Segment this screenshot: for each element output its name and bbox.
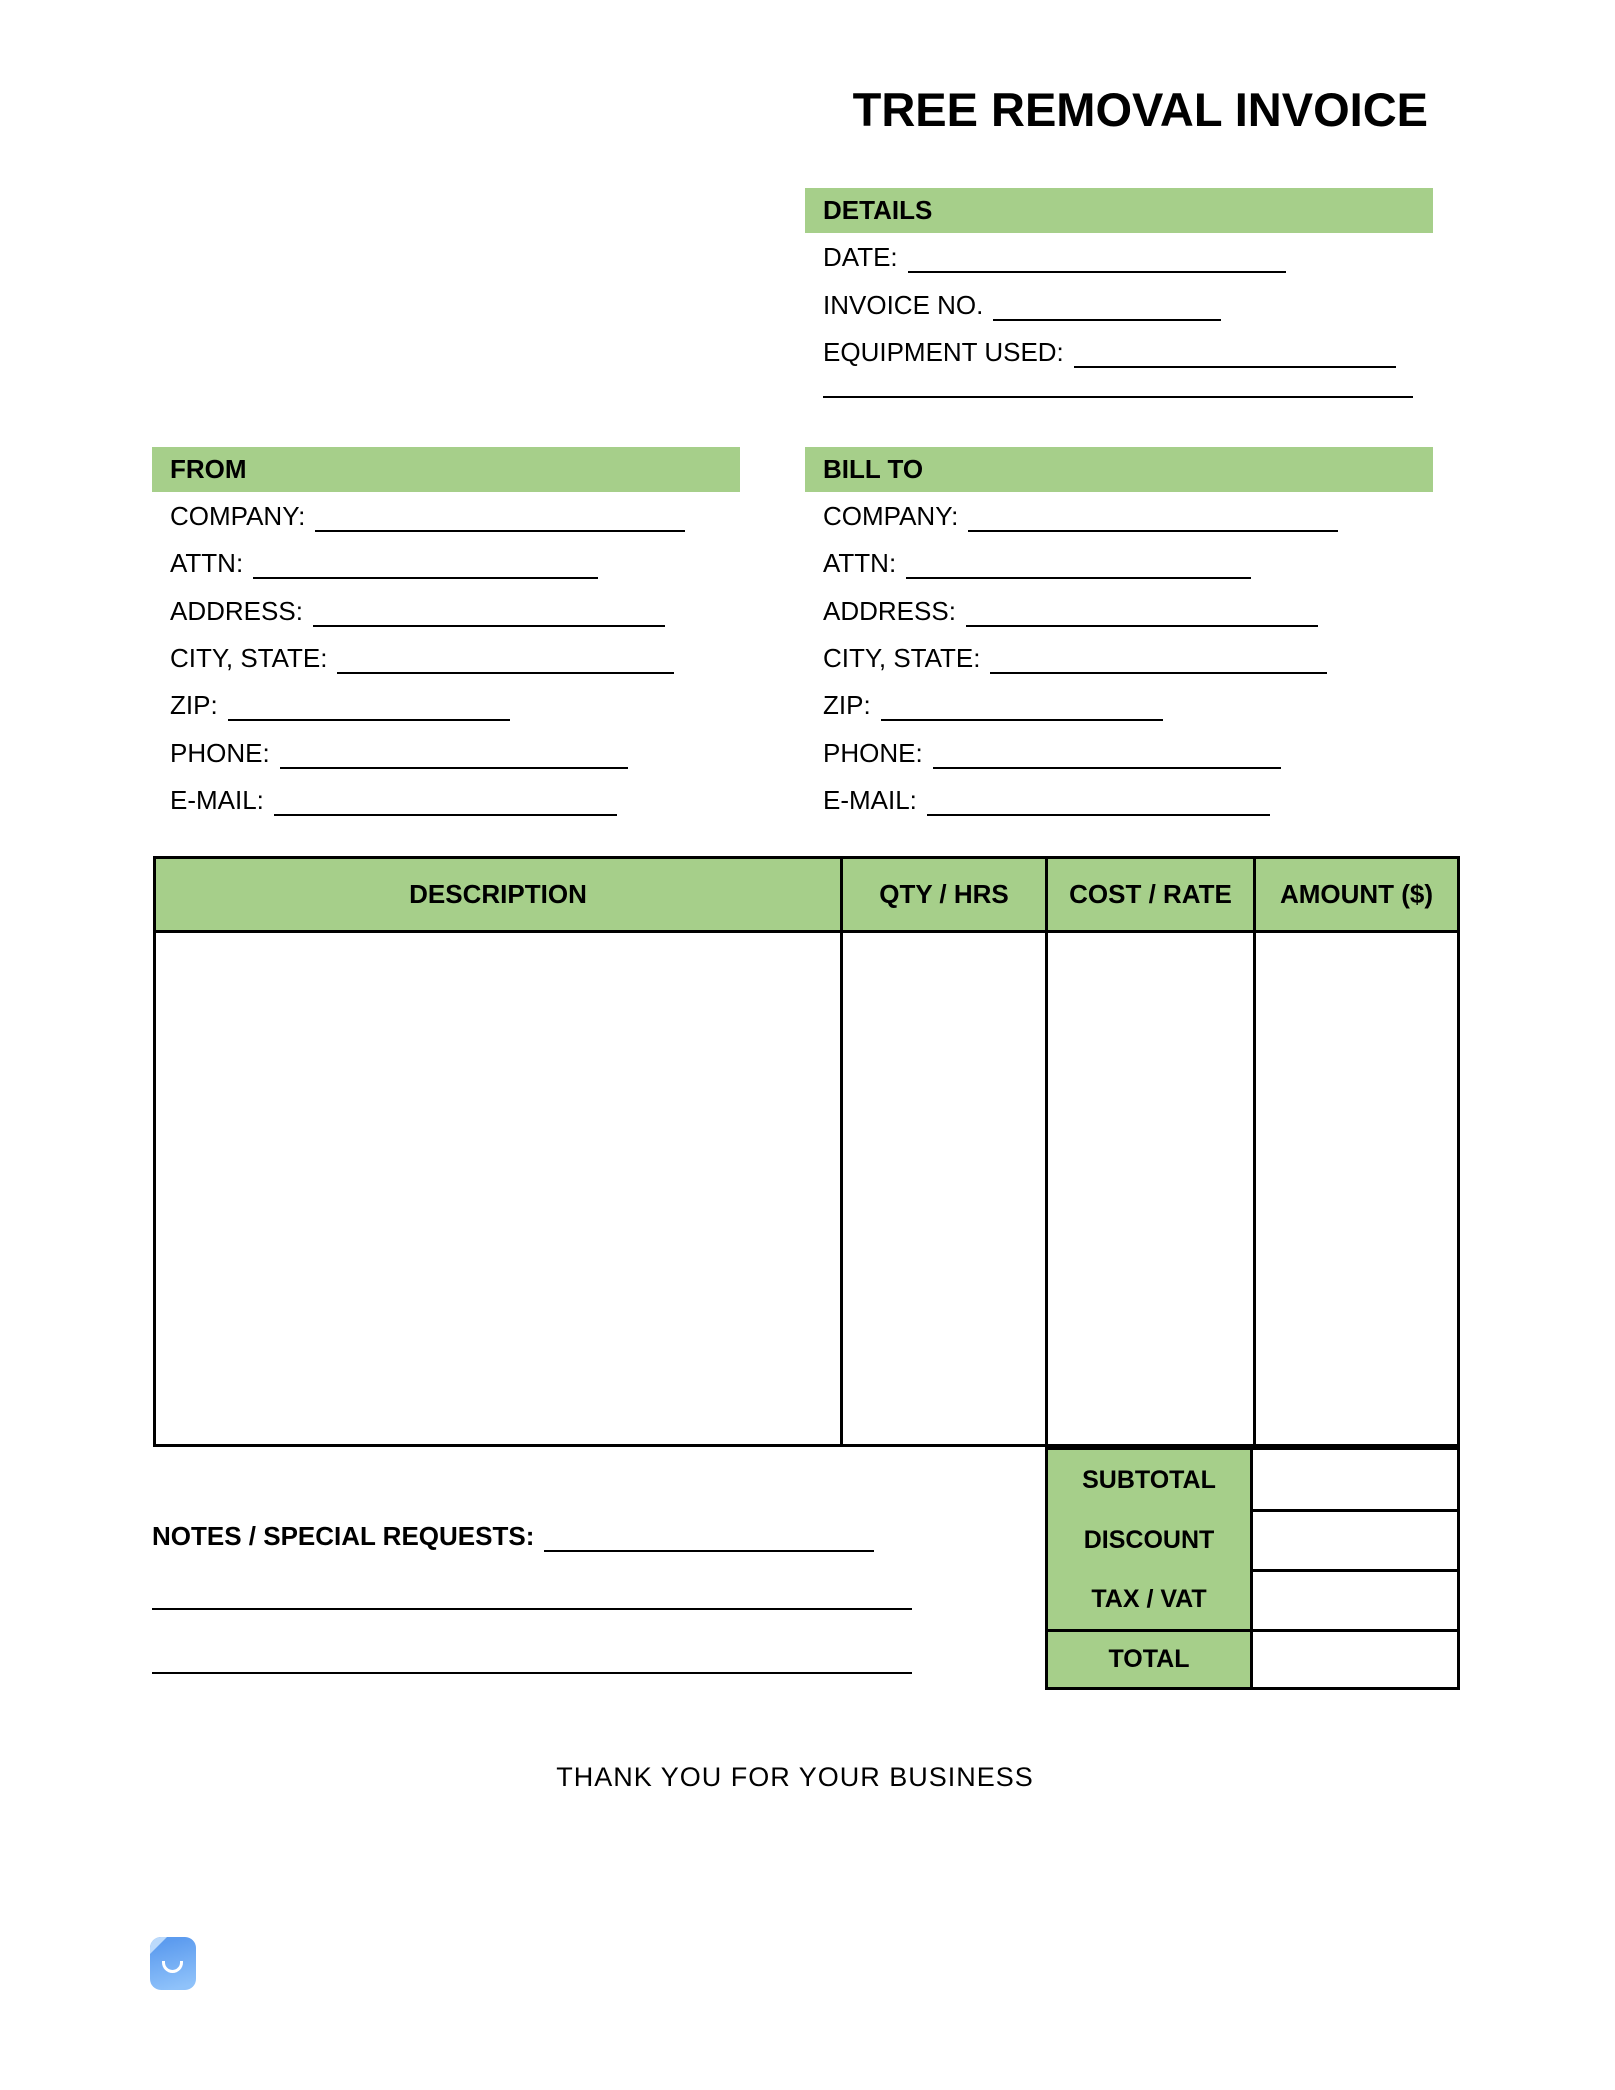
from-address-field [170,593,665,627]
billto-email-input-line[interactable] [927,784,1270,816]
equipment-used-label: EQUIPMENT USED: [823,337,1064,367]
billto-phone-input-line[interactable] [933,737,1281,769]
amount-cell[interactable] [1255,932,1459,1446]
billto-zip-label: ZIP: [823,690,871,720]
items-table [153,856,1460,1447]
page-title: TREE REMOVAL INVOICE [852,83,1428,136]
from-phone-label: PHONE: [170,738,270,768]
items-table-body-row [155,932,1459,1446]
details-heading: DETAILS [823,195,933,225]
billto-address-field [823,593,1318,627]
invoice-no-input-line[interactable] [993,289,1221,321]
from-company-field [170,498,685,532]
col-header-amount: AMOUNT ($) [1255,858,1459,932]
equipment-used-field [823,334,1396,368]
from-email-input-line[interactable] [274,784,617,816]
from-address-label: ADDRESS: [170,596,303,626]
billto-email-label: E-MAIL: [823,785,917,815]
bill-to-heading: BILL TO [823,454,924,484]
cost-rate-cell[interactable] [1047,932,1255,1446]
notes-extra-line-2[interactable] [152,1672,912,1674]
items-table-header-row [155,858,1459,932]
invoice-no-label: INVOICE NO. [823,290,984,320]
smile-glyph [162,1961,183,1973]
invoice-no-field [823,287,1221,321]
billto-zip-input-line[interactable] [881,689,1163,721]
document-smile-icon [150,1937,196,1990]
billto-zip-field [823,687,1163,721]
total-label: TOTAL [1045,1632,1253,1690]
billto-phone-field [823,735,1281,769]
from-city-state-input-line[interactable] [337,642,674,674]
from-address-input-line[interactable] [313,595,665,627]
billto-address-input-line[interactable] [966,595,1318,627]
from-heading: FROM [170,454,247,484]
summary-labels-cell [1045,1447,1253,1632]
billto-company-field [823,498,1338,532]
description-cell[interactable] [155,932,842,1446]
from-section-header [152,447,740,492]
billto-attn-input-line[interactable] [906,547,1251,579]
qty-hrs-cell[interactable] [842,932,1047,1446]
billto-company-input-line[interactable] [968,500,1338,532]
col-header-qty-hrs: QTY / HRS [842,858,1047,932]
details-section-header [805,188,1433,233]
date-label: DATE: [823,242,898,272]
billto-company-label: COMPANY: [823,501,959,531]
discount-value-cell[interactable] [1253,1512,1460,1572]
total-value-cell[interactable] [1253,1632,1460,1690]
subtotal-label: SUBTOTAL [1082,1465,1216,1494]
from-zip-input-line[interactable] [228,689,510,721]
subtotal-value-cell[interactable] [1253,1447,1460,1512]
page-fold-corner [150,1937,167,1954]
billto-attn-label: ATTN: [823,548,897,578]
from-phone-field [170,735,628,769]
discount-label: DISCOUNT [1083,1525,1215,1554]
from-email-label: E-MAIL: [170,785,264,815]
billto-city-state-input-line[interactable] [990,642,1327,674]
from-city-state-label: CITY, STATE: [170,643,328,673]
billto-city-state-field [823,640,1327,674]
from-email-field [170,782,617,816]
notes-label: NOTES / SPECIAL REQUESTS: [152,1521,535,1551]
from-company-input-line[interactable] [315,500,685,532]
notes-field [152,1518,874,1552]
notes-input-line[interactable] [544,1520,874,1552]
from-zip-field [170,687,510,721]
from-attn-input-line[interactable] [253,547,598,579]
summary-section [1045,1447,1460,1692]
col-header-description: DESCRIPTION [155,858,842,932]
from-company-label: COMPANY: [170,501,306,531]
date-input-line[interactable] [908,241,1286,273]
tax-vat-label: TAX / VAT [1091,1585,1207,1613]
billto-city-state-label: CITY, STATE: [823,643,981,673]
from-phone-input-line[interactable] [280,737,628,769]
from-attn-label: ATTN: [170,548,244,578]
notes-extra-line-1[interactable] [152,1608,912,1610]
col-header-cost-rate: COST / RATE [1047,858,1255,932]
billto-email-field [823,782,1270,816]
date-field [823,239,1286,273]
from-attn-field [170,545,598,579]
tax-vat-value-cell[interactable] [1253,1572,1460,1632]
thank-you-message: THANK YOU FOR YOUR BUSINESS [556,1762,1034,1792]
from-city-state-field [170,640,674,674]
bill-to-section-header [805,447,1433,492]
billto-address-label: ADDRESS: [823,596,956,626]
equipment-used-overflow-line[interactable] [823,396,1413,398]
billto-attn-field [823,545,1251,579]
equipment-used-input-line[interactable] [1074,336,1396,368]
from-zip-label: ZIP: [170,690,218,720]
billto-phone-label: PHONE: [823,738,923,768]
